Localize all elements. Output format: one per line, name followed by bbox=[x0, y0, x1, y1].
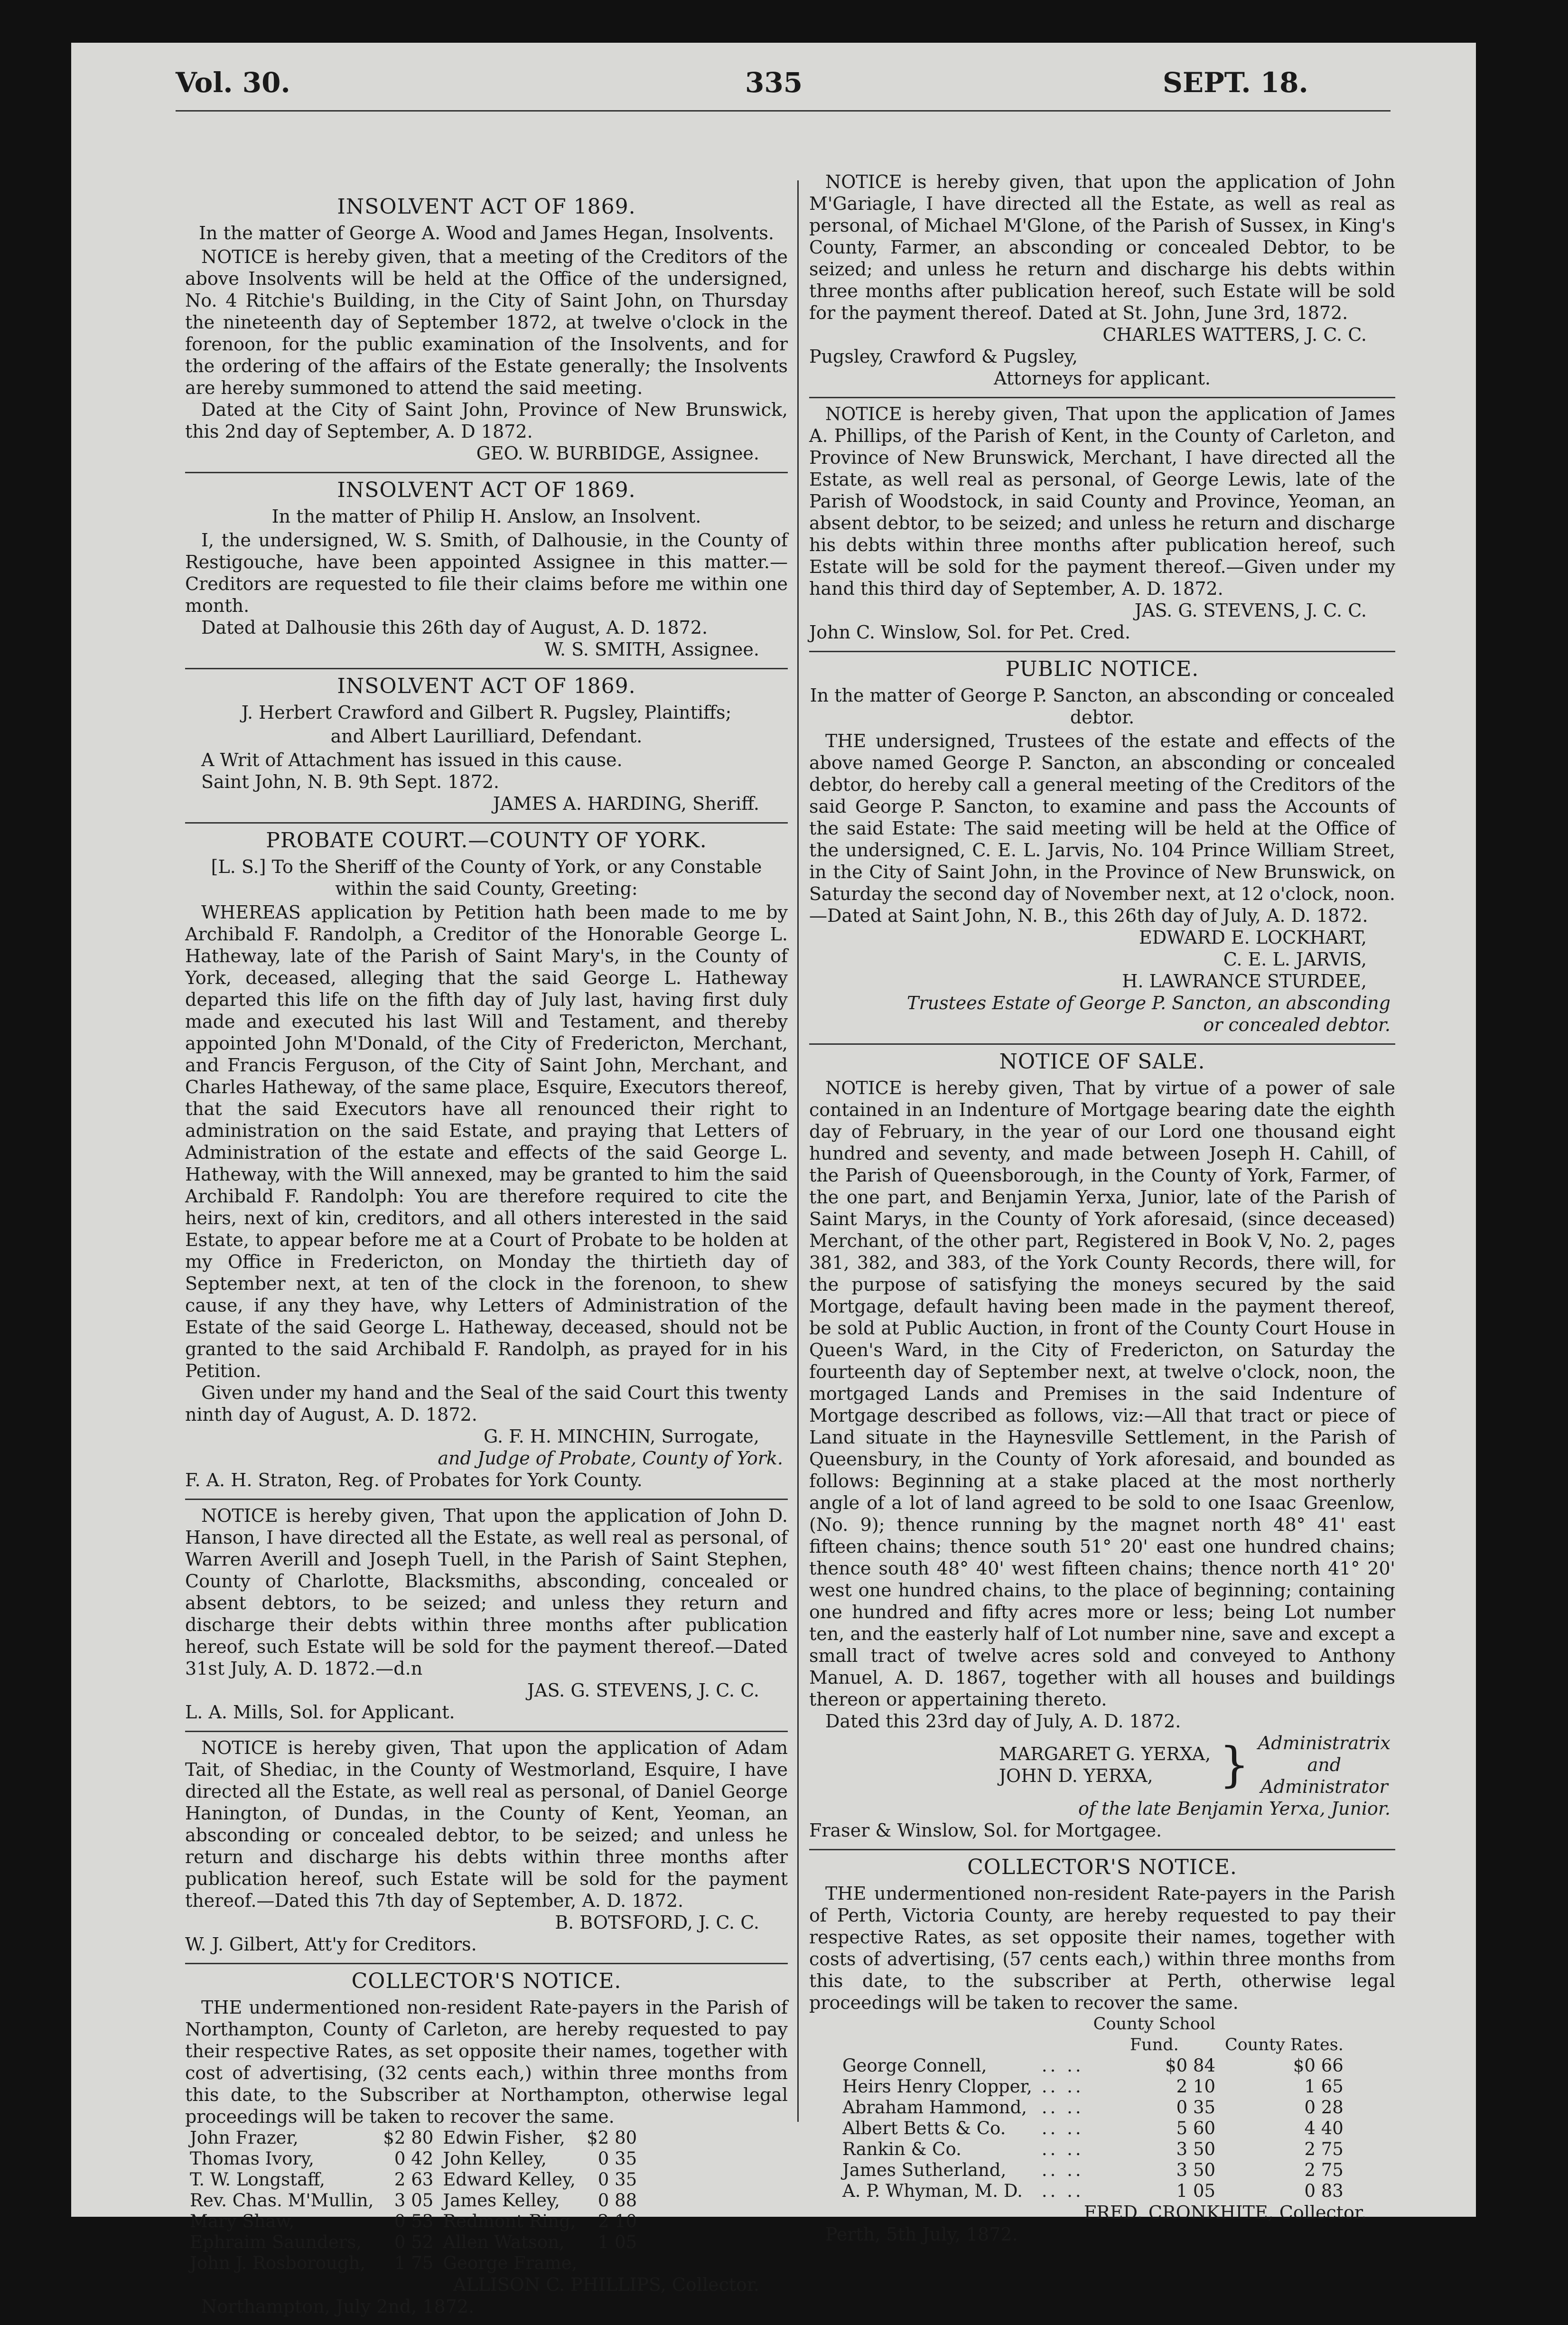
rate-value: $2 80 bbox=[587, 2128, 637, 2148]
table-row bbox=[185, 2128, 642, 2148]
notice-signer: H. LAWRANCE STURDEE, bbox=[1122, 971, 1367, 992]
notice-title: PROBATE COURT.—COUNTY OF YORK. bbox=[266, 828, 707, 853]
notice-hanson bbox=[185, 1505, 788, 1723]
ratepayer-name: George Connell, bbox=[842, 2055, 987, 2076]
notice-parties: and Albert Laurilliard, Defendant. bbox=[330, 726, 643, 747]
school-fund-value: 0 35 bbox=[1176, 2097, 1216, 2118]
notice-signer: ALLISON C. PHILLIPS, Collector. bbox=[453, 2274, 759, 2295]
collector-notice-perth bbox=[809, 1855, 1395, 2245]
ratepayer-name: George Frame, bbox=[443, 2253, 578, 2273]
rate-value: 3 05 bbox=[394, 2190, 434, 2211]
school-fund-value: 2 10 bbox=[1176, 2076, 1216, 2097]
ratepayer-name: Allen Watson, bbox=[443, 2232, 565, 2252]
notice-attorney: John C. Winslow, Sol. for Pet. Cred. bbox=[809, 622, 1131, 643]
ratepayer-name: T. W. Longstaff, bbox=[190, 2169, 325, 2190]
rate-value: 0 53 bbox=[394, 2211, 434, 2231]
role-label: Administrator bbox=[1260, 1776, 1388, 1797]
signers bbox=[999, 1743, 1211, 1787]
insolvent-notice-crawford bbox=[185, 674, 788, 815]
school-fund-value: $0 84 bbox=[1165, 2055, 1216, 2076]
rate-value: $2 80 bbox=[383, 2128, 434, 2148]
notice-signer: W. S. SMITH, Assignee. bbox=[544, 639, 759, 660]
notice-body: NOTICE is hereby given, That upon the application of James A. Phillips, of the Parish of Kent, in the County of Carleton, and Province of New Brunswick, Merchant, I have directed all the Estate, as well real as personal, of George Lewis, late of the Parish of Woodstock, in said County and Province, Yeoman, an absent debtor, to be seized; and unless he return and discharge his debts within three months after publication hereof, such Estate will be sold for the payment thereof.—Given under my hand this third day of September, A. D. 1872. bbox=[809, 403, 1395, 599]
notice-title: PUBLIC NOTICE. bbox=[1005, 657, 1199, 681]
seal-mark: [L. S.] bbox=[211, 856, 266, 877]
notice-body: NOTICE is hereby given, that upon the application of John M'Gariagle, I have directed all the Estate, as well as real as personal, of Michael M'Glone, of the Parish of Sussex, in King's County, Farmer, an absconding or concealed Debtor, to be seized; and unless he return and discharge his debts within three months after publication hereof, such Estate will be sold for the payment thereof. Dated at St. John, June 3rd, 1872. bbox=[809, 171, 1395, 323]
ratepayer-name: James Kelley, bbox=[443, 2190, 560, 2211]
notice-signer: C. E. L. JARVIS, bbox=[1223, 949, 1367, 970]
notice-given: Given under my hand and the Seal of the said Court this twenty ninth day of August, A. D. 1872. bbox=[185, 1382, 788, 1425]
section-rule bbox=[809, 1043, 1395, 1045]
notice-mgariagle bbox=[809, 171, 1395, 389]
table-row bbox=[838, 2055, 1348, 2076]
notice-title: COLLECTOR'S NOTICE. bbox=[967, 1855, 1237, 1879]
leader-dots: .. .. bbox=[1041, 2055, 1084, 2076]
ratepayer-name: Rev. Chas. M'Mullin, bbox=[190, 2190, 374, 2211]
volume-number: Vol. 30. bbox=[176, 66, 290, 99]
brace-glyph: } bbox=[1219, 1737, 1250, 1792]
ratepayer-name: Albert Betts & Co. bbox=[842, 2118, 1006, 2138]
county-rate-value: $0 66 bbox=[1293, 2055, 1344, 2076]
notice-signer-title: and Judge of Probate, County of York. bbox=[438, 1448, 783, 1469]
school-fund-value: 5 60 bbox=[1176, 2118, 1216, 2138]
ratepayer-name: Rankin & Co. bbox=[842, 2139, 961, 2159]
notice-dated: Dated at Dalhousie this 26th day of August, A. D. 1872. bbox=[201, 617, 708, 638]
county-rate-value: 1 65 bbox=[1304, 2076, 1344, 2097]
notice-signer: JOHN D. YERXA, bbox=[999, 1765, 1153, 1786]
page-number: 335 bbox=[745, 66, 803, 99]
notice-registrar: F. A. H. Straton, Reg. of Probates for York County. bbox=[185, 1470, 643, 1491]
notice-dated: Northampton, July 2nd, 1872. bbox=[201, 2296, 475, 2317]
ratepayer-name: James Sutherland, bbox=[842, 2160, 1007, 2180]
notice-trustees: Trustees Estate of George P. Sancton, an absconding bbox=[907, 993, 1391, 1013]
column-header-school bbox=[1089, 2014, 1220, 2055]
rate-value: 1 75 bbox=[394, 2253, 434, 2273]
table-row bbox=[838, 2181, 1348, 2202]
rate-value: 0 35 bbox=[597, 2148, 637, 2169]
school-fund-value: 3 50 bbox=[1176, 2160, 1216, 2180]
rate-value: 0 42 bbox=[394, 2148, 434, 2169]
section-rule bbox=[809, 651, 1395, 652]
table-row bbox=[838, 2139, 1348, 2160]
column-header-label: County School bbox=[1093, 2015, 1216, 2034]
section-rule bbox=[809, 1849, 1395, 1850]
notice-recipient: To the Sheriff of the County of York, or any Constable within the said County, Greeting: bbox=[271, 856, 762, 899]
table-row bbox=[185, 2148, 642, 2169]
county-rate-value: 0 28 bbox=[1304, 2097, 1344, 2118]
notice-matter: In the matter of George P. Sancton, an absconding or concealed debtor. bbox=[810, 685, 1395, 728]
school-fund-value: 1 05 bbox=[1176, 2181, 1216, 2201]
table-row bbox=[838, 2160, 1348, 2181]
notice-attorney-role: Attorneys for applicant. bbox=[994, 368, 1211, 389]
notice-attorney: L. A. Mills, Sol. for Applicant. bbox=[185, 1702, 455, 1723]
notice-body: THE undersigned, Trustees of the estate and effects of the above named George P. Sancton, an absconding or concealed debtor, do hereby call a general meeting of the Creditors of the said George P. Sancton, to examine and pass the Accounts of the said Estate: The said meeting will be held at the Office of the undersigned, C. E. L. Jarvis, No. 104 Prince William Street, in the City of Saint John, in the Province of New Brunswick, on Saturday the second day of November next, at 12 o'clock, noon.—Dated at Saint John, N. B., this 26th day of July, A. D. 1872. bbox=[809, 731, 1395, 926]
ratepayer-name: John J. Rosborough, bbox=[190, 2253, 366, 2273]
notice-attorney: W. J. Gilbert, Att'y for Creditors. bbox=[185, 1934, 477, 1955]
insolvent-notice-wood-hegan bbox=[185, 195, 788, 464]
ratepayer-name: Heirs Henry Clopper, bbox=[842, 2076, 1032, 2097]
notice-signer: G. F. H. MINCHIN, Surrogate, bbox=[484, 1426, 759, 1447]
notice-title: NOTICE OF SALE. bbox=[999, 1050, 1205, 1074]
leader-dots: .. .. bbox=[1041, 2160, 1084, 2180]
rate-value: 2 10 bbox=[597, 2211, 637, 2231]
notice-parties: J. Herbert Crawford and Gilbert R. Pugsley, Plaintiffs; bbox=[241, 702, 732, 723]
ratepayer-name: Redmont Ring, bbox=[443, 2211, 576, 2231]
ratepayer-name: Edward Kelley, bbox=[443, 2169, 576, 2190]
table-row bbox=[185, 2169, 642, 2190]
left-column bbox=[185, 190, 788, 2325]
rates-table bbox=[185, 2128, 642, 2274]
notice-title: INSOLVENT ACT OF 1869. bbox=[337, 195, 636, 219]
ratepayer-name: Thomas Ivory, bbox=[190, 2148, 314, 2169]
section-rule bbox=[185, 1963, 788, 1964]
role-label: and bbox=[1307, 1754, 1342, 1775]
section-rule bbox=[185, 1499, 788, 1500]
ratepayer-name: John Kelley, bbox=[443, 2148, 547, 2169]
county-rate-value: 0 83 bbox=[1304, 2181, 1344, 2201]
rate-value bbox=[582, 2253, 642, 2274]
ratepayer-name: Edwin Fisher, bbox=[443, 2128, 565, 2148]
table-row bbox=[838, 2097, 1348, 2118]
notice-body: I, the undersigned, W. S. Smith, of Dalhousie, in the County of Restigouche, have been appointed Assignee in this matter.—Creditors are requested to file their claims before me within one month. bbox=[185, 530, 788, 616]
leader-dots: .. .. bbox=[1041, 2181, 1084, 2201]
notice-attorney: Fraser & Winslow, Sol. for Mortgagee. bbox=[809, 1820, 1162, 1841]
insolvent-notice-anslow bbox=[185, 478, 788, 660]
column-divider bbox=[797, 180, 799, 2122]
notice-signer: MARGARET G. YERXA, bbox=[999, 1744, 1211, 1764]
issue-date: SEPT. 18. bbox=[1163, 66, 1308, 99]
section-rule bbox=[185, 822, 788, 824]
notice-body: NOTICE is hereby given, That upon the application of Adam Tait, of Shediac, in the County of Westmorland, Esquire, I have directed all the Estate, as well real as personal, of Daniel George Hanington, of Dundas, in the County of Kent, Yeoman, an absconding or concealed debtor, to be seized; and unless he return and discharge his debts within three months after publication hereof, such Estate will be sold for the payment thereof.—Dated this 7th day of September, A. D. 1872. bbox=[185, 1737, 788, 1911]
notice-late: of the late Benjamin Yerxa, Junior. bbox=[1078, 1798, 1391, 1819]
notice-dated: Dated at the City of Saint John, Province of New Brunswick, this 2nd day of September, A. D 1872. bbox=[185, 399, 788, 442]
rate-value: 0 35 bbox=[597, 2169, 637, 2190]
notice-signers-block bbox=[809, 1732, 1395, 1798]
leader-dots: .. .. bbox=[1041, 2139, 1084, 2159]
county-rate-value: 4 40 bbox=[1304, 2118, 1344, 2138]
collector-notice-northampton bbox=[185, 1969, 788, 2317]
ratepayer-name: Abraham Hammond, bbox=[842, 2097, 1027, 2118]
notice-matter: In the matter of George A. Wood and James Hegan, Insolvents. bbox=[199, 223, 774, 244]
rate-value: 2 63 bbox=[394, 2169, 434, 2190]
school-fund-value: 3 50 bbox=[1176, 2139, 1216, 2159]
notice-title: INSOLVENT ACT OF 1869. bbox=[337, 674, 636, 698]
notice-phillips bbox=[809, 403, 1395, 643]
header-rule bbox=[176, 110, 1391, 112]
notice-trustees: or concealed debtor. bbox=[1203, 1014, 1391, 1035]
table-row bbox=[838, 2076, 1348, 2097]
notice-signer: JAS. G. STEVENS, J. C. C. bbox=[1134, 600, 1367, 621]
leader-dots: .. .. bbox=[1041, 2097, 1084, 2118]
notice-signer: B. BOTSFORD, J. C. C. bbox=[555, 1912, 759, 1933]
notice-of-sale bbox=[809, 1050, 1395, 1841]
ratepayer-name: Mary Shaw, bbox=[190, 2211, 295, 2231]
county-rate-value: 2 75 bbox=[1304, 2139, 1344, 2159]
ratepayer-name: Ephraim Saunders, bbox=[190, 2232, 362, 2252]
notice-dated: Dated this 23rd day of July, A. D. 1872. bbox=[825, 1711, 1181, 1732]
table-row bbox=[185, 2211, 642, 2232]
section-rule bbox=[185, 472, 788, 473]
notice-matter: In the matter of Philip H. Anslow, an Insolvent. bbox=[271, 506, 701, 527]
notice-signer: CHARLES WATTERS, J. C. C. bbox=[1102, 324, 1367, 345]
public-notice-sancton bbox=[809, 657, 1395, 1036]
section-rule bbox=[185, 1731, 788, 1732]
role-label: Administratrix bbox=[1258, 1733, 1391, 1753]
notice-dated: Perth, 5th July, 1872. bbox=[825, 2224, 1018, 2245]
notice-body: WHEREAS application by Petition hath been made to me by Archibald F. Randolph, a Creditor of the Honorable George L. Hatheway, late of the Parish of Saint Mary's, in the County of York, deceased, alleging that the said George L. Hatheway departed this life on the fifth day of July last, having first duly made and executed his last Will and Testament, and thereby appointed John M'Donald, of the City of Fredericton, Merchant, and Francis Ferguson, of the City of Saint John, Merchant, and Charles Hatheway, of the same place, Esquire, Executors thereof, that the said Executors have all renounced their right to administration on the said Estate, and praying that Letters of Administration of the estate and effects of the said George L. Hatheway, with the Will annexed, may be granted to him the said Archibald F. Randolph: You are therefore required to cite the heirs, next of kin, creditors, and all others interested in the said Estate, to appear before me at a Court of Probate to be holden at my Office in Fredericton, on Monday the thirtieth day of September next, at ten of the clock in the forenoon, to shew cause, if any they have, why Letters of Administration of the Estate of the said George L. Hatheway, deceased, should not be granted to the said Archibald F. Randolph, as prayed for in his Petition. bbox=[185, 902, 788, 1381]
notice-body: A Writ of Attachment has issued in this cause. bbox=[201, 750, 623, 770]
rate-value: 0 88 bbox=[597, 2190, 637, 2211]
notice-signer: JAS. G. STEVENS, J. C. C. bbox=[527, 1680, 759, 1701]
notice-title: INSOLVENT ACT OF 1869. bbox=[337, 478, 636, 502]
section-rule bbox=[185, 668, 788, 669]
notice-tait bbox=[185, 1737, 788, 1955]
notice-address bbox=[185, 856, 788, 900]
leader-dots: .. .. bbox=[1041, 2118, 1084, 2138]
table-row bbox=[185, 2232, 642, 2253]
table-row bbox=[185, 2190, 642, 2211]
notice-signer: FRED. CRONKHITE, Collector. bbox=[1083, 2202, 1367, 2223]
county-rate-value: 2 75 bbox=[1304, 2160, 1344, 2180]
section-rule bbox=[809, 397, 1395, 398]
column-header-county: County Rates. bbox=[1225, 2035, 1344, 2054]
notice-body: THE undermentioned non-resident Rate-payers in the Parish of Perth, Victoria County, are hereby requested to pay their respective Rates, as set opposite their names, together with costs of advertising, (57 cents each,) within three months from this date, to the subscriber at Perth, otherwise legal proceedings will be taken to recover the same. bbox=[809, 1883, 1395, 2013]
ratepayer-name: John Frazer, bbox=[190, 2128, 299, 2148]
signer-roles bbox=[1258, 1732, 1391, 1798]
probate-notice bbox=[185, 828, 788, 1491]
ratepayer-name: A. P. Whyman, M. D. bbox=[842, 2181, 1023, 2201]
notice-body: NOTICE is hereby given, that a meeting of the Creditors of the above Insolvents will be held at the Office of the undersigned, No. 4 Ritchie's Building, in the City of Saint John, on Thursday the nineteenth day of September 1872, at twelve o'clock in the forenoon, for the public examination of the Insolvents, and for the ordering of the affairs of the Estate generally; the Insolvents are hereby summoned to attend the said meeting. bbox=[185, 246, 788, 398]
notice-body: NOTICE is hereby given, That by virtue of a power of sale contained in an Indenture of Mortgage bearing date the eighth day of February, in the year of our Lord one thousand eight hundred and seventy, and made between Joseph H. Cahill, of the Parish of Queensborough, in the County of York, Farmer, of the one part, and Benjamin Yerxa, Junior, late of the Parish of Saint Marys, in the County of York aforesaid, (since deceased) Merchant, of the other part, Registered in Book V, No. 2, pages 381, 382, and 383, of the York County Records, there will, for the purpose of satisfying the moneys secured by the said Mortgage, default having been made in the payment thereof, be sold at Public Auction, in front of the County Court House in Queen's Ward, in the City of Fredericton, on Saturday the fourteenth day of September next, at twelve o'clock, noon, the mortgaged Lands and Premises in the said Indenture of Mortgage described as follows, viz:—All that tract or piece of Land situate in the Haynesville Settlement, in the Parish of Queensbury, in the County of York aforesaid, and bounded as follows: Beginning at a stake placed at the most northerly angle of a lot of land agreed to be sold to one Isaac Greenlow, (No. 9); thence running by the magnet north 48° 41' east fifteen chains; thence south 51° 20' east one hundred chains; thence south 48° 40' west fifteen chains; thence north 41° 20' west one hundred chains, to the place of beginning; containing one hundred and fifty acres more or less; being Lot number ten, and the easterly half of Lot number nine, save and except a small tract of twelve acres sold and conveyed to Anthony Manuel, A. D. 1867, together with all houses and buildings thereon or appertaining thereto. bbox=[809, 1078, 1395, 1710]
column-header-label: Fund. bbox=[1129, 2035, 1179, 2054]
leader-dots: .. .. bbox=[1041, 2076, 1084, 2097]
table-row bbox=[838, 2118, 1348, 2139]
notice-signer: EDWARD E. LOCKHART, bbox=[1139, 927, 1367, 948]
right-column bbox=[809, 171, 1395, 2253]
notice-title: COLLECTOR'S NOTICE. bbox=[351, 1969, 622, 1993]
rate-value: 1 05 bbox=[597, 2232, 637, 2252]
notice-attorney: Pugsley, Crawford & Pugsley, bbox=[809, 346, 1078, 367]
notice-signer: GEO. W. BURBIDGE, Assignee. bbox=[476, 443, 759, 464]
rates-table bbox=[838, 2014, 1348, 2202]
notice-dated: Saint John, N. B. 9th Sept. 1872. bbox=[201, 771, 500, 792]
table-row bbox=[185, 2253, 642, 2274]
notice-signer: JAMES A. HARDING, Sheriff. bbox=[493, 793, 759, 814]
notice-body: NOTICE is hereby given, That upon the application of John D. Hanson, I have directed all the Estate, as well real as personal, of Warren Averill and Joseph Tuell, in the Parish of Saint Stephen, County of Charlotte, Blacksmiths, absconding, concealed or absent debtors, to be seized; and unless they return and discharge their debts within three months after publication hereof, such Estate will be sold for the payment thereof.—Dated 31st July, A. D. 1872.—d.n bbox=[185, 1505, 788, 1679]
rate-value: 0 52 bbox=[394, 2232, 434, 2252]
notice-body: THE undermentioned non-resident Rate-payers in the Parish of Northampton, County of Carleton, are hereby requested to pay their respective Rates, as set opposite their names, together with cost of advertising, (32 cents each,) within three months from this date, to the Subscriber at Northampton, otherwise legal proceedings will be taken to recover the same. bbox=[185, 1997, 788, 2127]
